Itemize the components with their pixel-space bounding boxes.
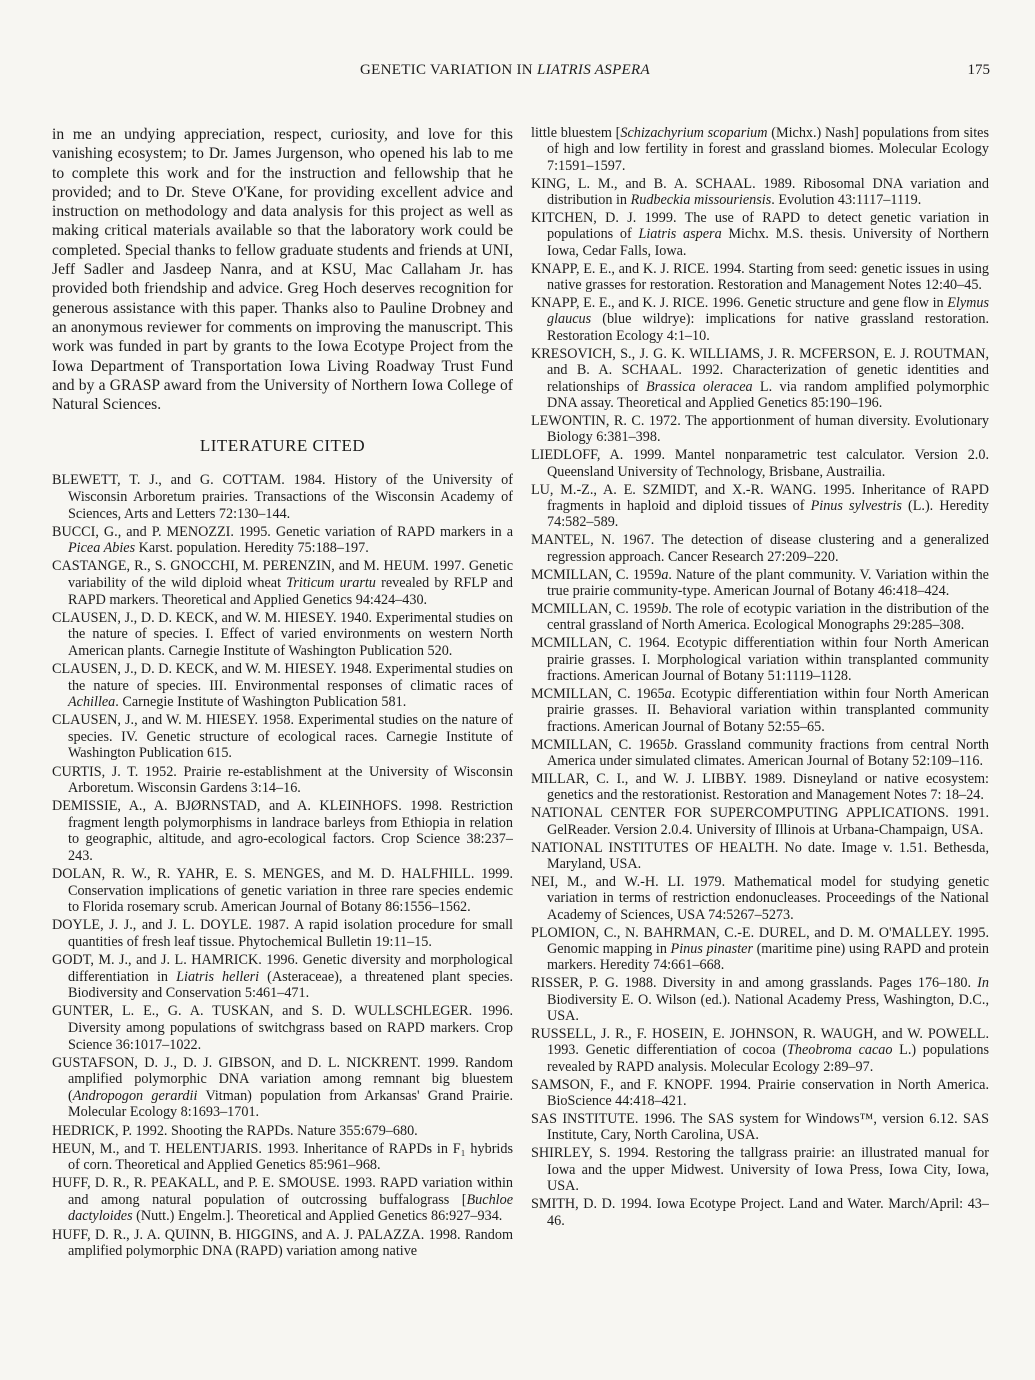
reference-text: LIEDLOFF, A. 1999. Mantel nonparametric test calculator. Version 2.0. Queensland University of Technology, Brisbane, Austrailia. [531,447,989,480]
reference-entry [531,686,989,735]
reference-text: MCMILLAN, C. 1965 [531,685,665,702]
reference-text: NATIONAL INSTITUTES OF HEALTH. No date. Image v. 1.51. Bethesda, Maryland, USA. [531,839,989,872]
running-title-species: LIATRIS ASPERA [536,62,650,78]
reference-entry [531,210,989,259]
reference-entry [531,805,989,838]
reference-italic-text: Andropogon gerardii [72,1087,198,1104]
reference-text: (Nutt.) Engelm.]. Theoretical and Applied Genetics 86:927–934. [132,1208,503,1225]
reference-text: PLOMION, C., N. BAHRMAN, C.-E. DUREL, and D. M. O'MALLEY. 1995. Genomic mapping in [531,924,989,957]
reference-text: HEDRICK, P. 1992. Shooting the RAPDs. Nature 355:679–680. [52,1122,418,1139]
reference-italic-text: Triticum urartu [286,575,376,592]
reference-text: HUFF, D. R., R. PEAKALL, and P. E. SMOUSE. 1993. RAPD variation within and among natural population of outcrossing buffalograss [ [52,1175,513,1208]
reference-entry [531,125,989,174]
reference-text: MCMILLAN, C. 1965 [531,736,667,753]
reference-text: little bluestem [ [531,125,621,141]
reference-text: . Grassland community fractions from central North America under simulated climates. American Journal of Botany 52:109–116. [547,736,989,770]
reference-entry [52,952,513,1002]
reference-entry [531,925,989,974]
reference-text: . The role of ecotypic variation in the distribution of the central grassland of North America. Ecological Monographs 29:285–308. [547,600,989,634]
reference-text: revealed by RFLP and RAPD markers. Theoretical and Applied Genetics 94:424–430. [68,575,513,608]
reference-entry [531,176,989,209]
reference-text: DOLAN, R. W., R. YAHR, E. S. MENGES, and M. D. HALFHILL. 1999. Conservation implications of genetic variation in three rare species endemic to Florida rosemary scrub. American Journal of Botany 86:1556–1562. [52,866,513,916]
reference-text: . Nature of the plant community. V. Variation within the true prairie community-type. American Journal of Botany 46:418–424. [547,566,989,599]
reference-entry [52,558,513,608]
reference-entry [52,524,513,557]
reference-text: CURTIS, J. T. 1952. Prairie re-establishment at the University of Wisconsin Arboretum. Wisconsin Gardens 3:14–16. [52,763,513,797]
reference-text: . Carnegie Institute of Washington Publication 581. [115,694,407,711]
reference-entry [52,1055,513,1121]
references-list-right [531,125,989,1229]
reference-entry [52,1003,513,1053]
reference-text: KNAPP, E. E., and K. J. RICE. 1994. Starting from seed: genetic issues in using native grasses for restoration. Restoration and Management Notes 12:40–45. [531,260,989,294]
reference-text: Biodiversity E. O. Wilson (ed.). National Academy Press, Washington, D.C., USA. [547,991,989,1025]
reference-text: . Evolution 43:1117–1119. [771,192,922,209]
reference-entry [52,1123,513,1140]
reference-italic-text: Brassica oleracea [645,378,753,395]
reference-text: CASTANGE, R., S. GNOCCHI, M. PERENZIN, and M. HEUM. 1997. Genetic variability of the wild diploid wheat [52,558,513,592]
reference-text: KRESOVICH, S., J. G. K. WILLIAMS, J. R. MCFERSON, E. J. ROUTMAN, and B. A. SCHAAL. 1992. Characterization of genetic identities and relationships of [531,345,989,395]
reference-entry [52,1227,513,1260]
reference-text: CLAUSEN, J., D. D. KECK, and W. M. HIESEY. 1940. Experimental studies on the nature of species. I. Effect of varied environments on western North American plants. Carnegie Institute of Washington Publication 520. [52,609,513,659]
reference-italic-text: In [977,975,989,992]
reference-text: . Ecotypic differentiation within four North American prairie grasses. II. Behavioral variation within transplanted community fractions. American Journal of Botany 52:55–65. [547,685,989,735]
reference-entry [531,975,989,1024]
reference-entry [531,840,989,873]
reference-text: MCMILLAN, C. 1964. Ecotypic differentiation within four North American prairie grasses. I. Morphological variation within transplanted community fractions. American Journal of Botany 51:1119–1128. [531,635,989,684]
reference-entry [531,413,989,446]
reference-text: MCMILLAN, C. 1959 [531,566,662,583]
reference-italic-text: a [664,685,672,702]
references-list-left [52,472,513,1259]
running-title [360,62,650,79]
reference-text: DEMISSIE, A., A. BJØRNSTAD, and A. KLEINHOFS. 1998. Restriction fragment length polymorphisms in landrace barleys from Ethiopia in relation to geographic, altitude, and agro-ecological factors. Crop Science 38:237–243. [52,798,513,865]
literature-cited-heading: LITERATURE CITED [199,436,366,456]
reference-text: DOYLE, J. J., and J. L. DOYLE. 1987. A rapid isolation procedure for small quantities of fresh leaf tissue. Phytochemical Bulletin 19:11–15. [52,917,513,950]
reference-italic-text: Elymus glaucus [547,295,989,328]
reference-text: RISSER, P. G. 1988. Diversity in and among grasslands. Pages 176–180. [531,975,978,992]
reference-entry [531,532,989,565]
reference-entry [52,1175,513,1225]
reference-entry [531,567,989,600]
reference-italic-text: Buchloe dactyloides [68,1191,513,1225]
reference-entry [531,295,989,344]
reference-entry [531,874,989,923]
reference-italic-text: Theobroma cacao [787,1042,893,1059]
reference-text: SAMSON, F., and F. KNOPF. 1994. Prairie conservation in North America. BioScience 44:418–421. [531,1076,989,1110]
reference-italic-text: a [661,566,669,583]
reference-text: CLAUSEN, J., and W. M. HIESEY. 1958. Experimental studies on the nature of species. IV. Genetic structure of ecological races. Carnegie Institute of Washington Publication 615. [52,712,513,762]
reference-entry [531,1026,989,1075]
reference-text: MCMILLAN, C. 1959 [531,600,662,617]
reference-entry [531,1111,989,1144]
reference-text: NEI, M., and W.-H. LI. 1979. Mathematical model for studying genetic variation in terms of restriction endonucleases. Proceedings of the National Academy of Sciences, USA 74:5267–5273. [531,873,989,923]
reference-entry [531,482,989,531]
reference-text: HUFF, D. R., J. A. QUINN, B. HIGGINS, and A. J. PALAZZA. 1998. Random amplified polymorphic DNA (RAPD) variation among native [52,1226,513,1260]
reference-text: (L.). Heredity 74:582–589. [547,497,989,531]
reference-entry [52,1141,513,1174]
reference-entry [531,1077,989,1110]
reference-italic-text: Liatris helleri [176,968,260,985]
reference-entry [531,737,989,770]
reference-text: LU, M.-Z., A. E. SZMIDT, and X.-R. WANG. 1995. Inheritance of RAPD fragments in haploid and diploid tissues of [531,481,989,514]
reference-entry [52,917,513,950]
reference-italic-text: b [666,736,674,753]
reference-italic-text: Achillea [68,694,116,711]
reference-text: MILLAR, C. I., and W. J. LIBBY. 1989. Disneyland or native ecosystem: genetics and the restorationist. Restoration and Management Notes 7: 18–24. [531,770,989,804]
running-title-prefix: GENETIC VARIATION IN [360,62,537,78]
reference-text: RUSSELL, J. R., F. HOSEIN, E. JOHNSON, R. WAUGH, and W. POWELL. 1993. Genetic differentiation of cocoa ( [531,1026,989,1059]
reference-text: SAS INSTITUTE. 1996. The SAS system for Windows™, version 6.12. SAS Institute, Cary, North Carolina, USA. [531,1111,989,1144]
reference-text: Karst. population. Heredity 75:188–197. [135,540,369,557]
reference-text: Vitman) population from Arkansas' Grand Prairie. Molecular Ecology 8:1693–1701. [68,1087,513,1121]
reference-italic-text: Rudbeckia missouriensis [630,192,772,209]
reference-text: CLAUSEN, J., D. D. KECK, and W. M. HIESEY. 1948. Experimental studies on the nature of species. III. Environmental responses of climatic races of [52,660,513,694]
reference-entry [531,1145,989,1194]
reference-text: (Michx.) Nash] populations from sites of high and low fertility in forest and grassland biomes. Molecular Ecology 7:1591–1597. [547,125,989,174]
reference-text: Michx. M.S. thesis. University of Northern Iowa, Cedar Falls, Iowa. [547,226,989,259]
left-column [52,125,513,1365]
reference-entry [52,472,513,522]
reference-text: GUSTAFSON, D. J., D. J. GIBSON, and D. L. NICKRENT. 1999. Random amplified polymorphic DNA variation among remnant big bluestem ( [52,1054,513,1104]
reference-text: (maritime pine) using RAPD and protein markers. Heredity 74:661–668. [547,941,989,974]
acknowledgments-paragraph: in me an undying appreciation, respect, curiosity, and love for this vanishing ecosystem; to Dr. James Jurgenson, who opened his lab to me to complete this work and for the instruction and fellowship that he provided; and to Dr. Steve O'Kane, for providing excellent advice and instruction on methodology and data analysis for this project as well as making critical materials available so that the laboratory work could be completed. Special thanks to fellow graduate students and friends at UNI, Jeff Sadler and Jasdeep Nanra, and at KSU, Mac Callaham Jr. has provided both friendship and advice. Greg Hoch deserves recognition for generous assistance with this paper. Thanks also to Pauline Drobney and an anonymous reviewer for comments on improving the manuscript. This work was funded in part by grants to the Iowa Ecotype Project from the Iowa Department of Transportation Iowa Living Roadway Trust Fund and by a GRASP award from the University of Northern Iowa College of Natural Sciences. [52,126,513,414]
reference-text: MANTEL, N. 1967. The detection of disease clustering and a generalized regression approach. Cancer Research 27:209–220. [531,532,989,565]
reference-text: KITCHEN, D. J. 1999. The use of RAPD to detect genetic variation in populations of [531,210,989,243]
reference-text: GODT, M. J., and J. L. HAMRICK. 1996. Genetic diversity and morphological differentiation in [52,952,513,985]
reference-italic-text: Pinus pinaster [670,941,753,957]
reference-italic-text: Liatris aspera [638,226,722,243]
reference-entry [531,1196,989,1229]
reference-italic-text: Schizachyrium scoparium [620,125,768,141]
reference-entry [52,712,513,762]
reference-entry [531,635,989,684]
reference-text: GUNTER, L. E., G. A. TUSKAN, and S. D. WULLSCHLEGER. 1996. Diversity among populations of switchgrass based on RAPD markers. Crop Science 36:1017–1022. [52,1003,513,1053]
reference-italic-text: b [661,600,669,617]
reference-text: (blue wildrye): implications for native grassland restoration. Restoration Ecology 4:1–10. [547,311,989,344]
reference-entry [52,661,513,711]
page-number: 175 [967,62,990,78]
reference-text: KNAPP, E. E., and K. J. RICE. 1996. Genetic structure and gene flow in [531,295,948,312]
reference-text: L.) populations revealed by RAPD analysis. Molecular Ecology 2:89–97. [547,1042,989,1075]
reference-text: HEUN, M., and T. HELENTJARIS. 1993. Inheritance of RAPDs in F₁ hybrids of corn. Theoretical and Applied Genetics 85:961–968. [52,1140,513,1174]
reference-text: KING, L. M., and B. A. SCHAAL. 1989. Ribosomal DNA variation and distribution in [531,175,989,209]
reference-entry [531,447,989,480]
reference-text: BUCCI, G., and P. MENOZZI. 1995. Genetic variation of RAPD markers in a [52,523,513,540]
reference-entry [531,346,989,412]
reference-entry [52,610,513,660]
reference-text: LEWONTIN, R. C. 1972. The apportionment of human diversity. Evolutionary Biology 6:381–398. [531,412,989,446]
reference-text: L. via random amplified polymorphic DNA assay. Theoretical and Applied Genetics 85:190–196. [547,378,989,411]
reference-entry [52,866,513,916]
reference-entry [531,601,989,634]
reference-text: BLEWETT, T. J., and G. COTTAM. 1984. History of the University of Wisconsin Arboretum prairies. Transactions of the Wisconsin Academy of Sciences, Arts and Letters 72:130–144. [52,472,513,522]
reference-text: NATIONAL CENTER FOR SUPERCOMPUTING APPLICATIONS. 1991. GelReader. Version 2.0.4. University of Illinois at Urbana-Champaign, USA. [531,805,989,838]
reference-text: SMITH, D. D. 1994. Iowa Ecotype Project. Land and Water. March/April: 43–46. [531,1196,989,1229]
reference-entry [52,798,513,864]
right-column [531,125,989,1365]
reference-italic-text: Picea Abies [68,540,136,557]
reference-italic-text: Pinus sylvestris [810,497,902,514]
reference-text: (Asteraceae), a threatened plant species. Biodiversity and Conservation 5:461–471. [68,968,513,1002]
reference-entry [531,771,989,804]
reference-entry [531,261,989,294]
running-head [0,62,1035,84]
reference-entry [52,764,513,797]
reference-text: SHIRLEY, S. 1994. Restoring the tallgrass prairie: an illustrated manual for Iowa and the upper Midwest. University of Iowa Press, Iowa City, Iowa, USA. [531,1145,989,1195]
